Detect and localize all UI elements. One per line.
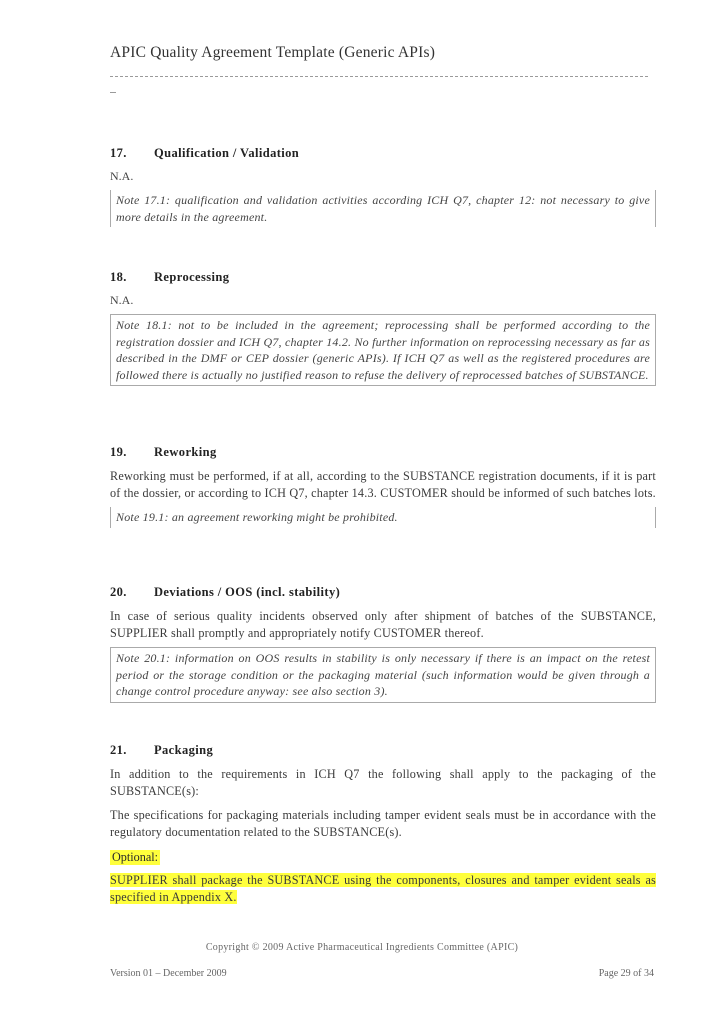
section-17 — [110, 146, 656, 227]
section-title: Packaging — [154, 743, 214, 757]
section-na: N.A. — [110, 169, 134, 183]
section-number: 18. — [110, 270, 127, 284]
section-title: Deviations / OOS (incl. stability) — [154, 585, 341, 599]
section-heading — [110, 270, 656, 285]
section-number: 20. — [110, 585, 127, 599]
optional-text-block — [110, 872, 656, 905]
section-heading — [110, 445, 656, 460]
section-title: Reprocessing — [154, 270, 230, 284]
section-heading — [110, 585, 656, 600]
footer-copyright: Copyright © 2009 Active Pharmaceutical Ingredients Committee (APIC) — [205, 942, 519, 953]
section-title: Qualification / Validation — [154, 146, 300, 160]
section-heading — [110, 743, 656, 758]
section-heading — [110, 146, 656, 161]
section-body-2: The specifications for packaging materials including tamper evident seals must be in accordance with the regulatory documentation related to the SUBSTANCE(s). — [110, 808, 656, 839]
document-title: APIC Quality Agreement Template (Generic APIs) — [110, 44, 436, 61]
header-rule — [110, 76, 648, 77]
section-20 — [110, 585, 656, 703]
section-21 — [110, 743, 656, 905]
note-20-1: Note 20.1: information on OOS results in stability is only necessary if there is an impact on the retest period or the storage condition or the packaging material (such information would be given through a change control procedure anyway: see also section 3). — [110, 647, 656, 703]
section-number: 17. — [110, 146, 127, 160]
section-na: N.A. — [110, 293, 134, 307]
footer-version: Version 01 – December 2009 — [110, 968, 227, 979]
section-number: 19. — [110, 445, 127, 459]
section-body: In case of serious quality incidents observed only after shipment of batches of the SUBSTANCE, SUPPLIER shall promptly and appropriately notify CUSTOMER thereof. — [110, 609, 656, 640]
footer-page-number: Page 29 of 34 — [598, 968, 654, 979]
optional-text: SUPPLIER shall package the SUBSTANCE using the components, closures and tamper evident seals as specified in Appendix X. — [110, 873, 656, 904]
section-18 — [110, 270, 656, 386]
note-17-1: Note 17.1: qualification and validation activities according ICH Q7, chapter 12: not necessary to give more details in the agreement. — [110, 190, 656, 227]
header-rule-tick — [110, 92, 116, 93]
section-body-1: In addition to the requirements in ICH Q7 the following shall apply to the packaging of the SUBSTANCE(s): — [110, 767, 656, 798]
section-title: Reworking — [154, 445, 217, 459]
note-19-1: Note 19.1: an agreement reworking might be prohibited. — [110, 507, 656, 528]
optional-label: Optional: — [112, 850, 159, 864]
section-number: 21. — [110, 743, 127, 757]
section-19 — [110, 445, 656, 528]
section-body: Reworking must be performed, if at all, according to the SUBSTANCE registration documents, if it is part of the dossier, or according to ICH Q7, chapter 14.3. CUSTOMER should be informed of such batches lots. — [110, 469, 656, 500]
note-18-1: Note 18.1: not to be included in the agreement; reprocessing shall be performed according to the registration dossier and ICH Q7, chapter 14.2. No further information on reprocessing necessary as far as described in the DMF or CEP dossier (generic APIs). If ICH Q7 as well as the registered procedures are followed there is actually no justified reason to refuse the delivery of reprocessed batches of SUBSTANCE. — [110, 314, 656, 386]
